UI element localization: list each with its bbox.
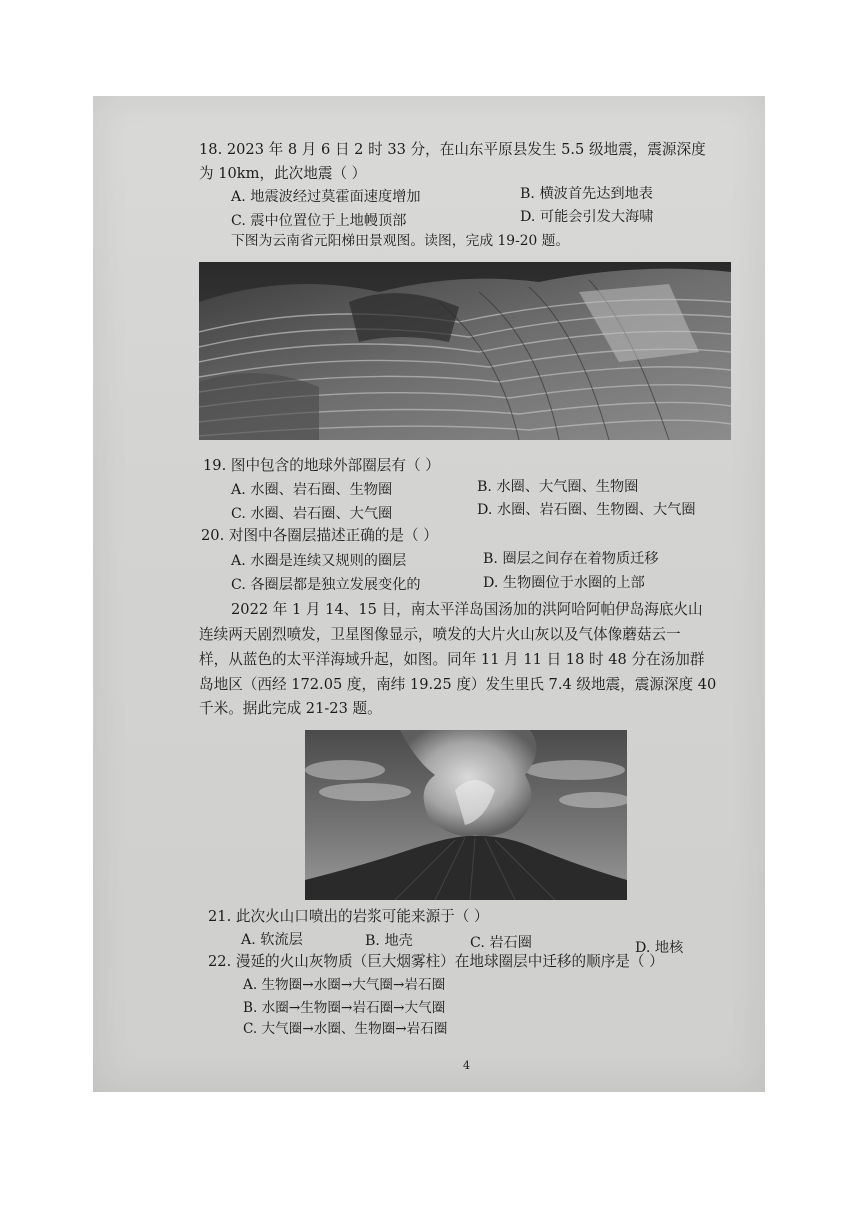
q18-stem-line1: 18. 2023 年 8 月 6 日 2 时 33 分，在山东平原县发生 5.5 级地震，震源深度 (199, 141, 706, 158)
q21-option-c: C. 岩石圈 (470, 935, 532, 951)
exam-page (93, 96, 765, 1092)
q19-option-c: C. 水圈、岩石圈、大气圈 (231, 506, 393, 522)
q20-stem: 20. 对图中各圈层描述正确的是（ ） (201, 527, 438, 544)
passage-line-4: 岛地区（西经 172.05 度，南纬 19.25 度）发生里氏 7.4 级地震，震源深度 40 (199, 676, 717, 693)
q18-stem-line2: 为 10km，此次地震（ ） (199, 165, 367, 182)
q22-option-b: B. 水圈→生物圈→岩石圈→大气圈 (243, 1000, 446, 1016)
q19-option-d: D. 水圈、岩石圈、生物圈、大气圈 (477, 502, 696, 518)
q20-option-b: B. 圈层之间存在着物质迁移 (483, 551, 659, 567)
intro-19-20: 下图为云南省元阳梯田景观图。读图，完成 19-20 题。 (231, 233, 570, 249)
q22-stem: 22. 漫延的火山灰物质（巨大烟雾柱）在地球圈层中迁移的顺序是（ ） (208, 953, 664, 970)
q20-option-d: D. 生物圈位于水圈的上部 (483, 575, 645, 591)
q21-option-d: D. 地核 (635, 940, 684, 956)
q18-option-c: C. 震中位置位于上地幔顶部 (231, 213, 407, 229)
q21-option-a: A. 软流层 (241, 932, 303, 948)
volcano-photo (305, 730, 627, 900)
q19-stem: 19. 图中包含的地球外部圈层有（ ） (203, 457, 440, 474)
q18-option-d: D. 可能会引发大海啸 (520, 209, 654, 225)
passage-line-1: 2022 年 1 月 14、15 日，南太平洋岛国汤加的洪阿哈阿帕伊岛海底火山 (231, 601, 703, 618)
q20-option-c: C. 各圈层都是独立发展变化的 (231, 577, 421, 593)
q19-option-b: B. 水圈、大气圈、生物圈 (477, 479, 639, 495)
q18-option-a: A. 地震波经过莫霍面速度增加 (231, 189, 421, 205)
q18-option-b: B. 横波首先达到地表 (520, 186, 653, 202)
q21-option-b: B. 地壳 (365, 933, 413, 949)
passage-line-2: 连续两天剧烈喷发，卫星图像显示，喷发的大片火山灰以及气体像蘑菇云一 (199, 626, 681, 643)
passage-line-3: 样，从蓝色的太平洋海域升起，如图。同年 11 月 11 日 18 时 48 分在汤加群 (199, 651, 705, 668)
passage-line-5: 千米。据此完成 21-23 题。 (199, 700, 382, 717)
page-number: 4 (463, 1059, 470, 1072)
q20-option-a: A. 水圈是连续又规则的圈层 (231, 553, 407, 569)
q22-option-a: A. 生物圈→水圈→大气圈→岩石圈 (243, 977, 446, 993)
q19-option-a: A. 水圈、岩石圈、生物圈 (231, 482, 393, 498)
q21-stem: 21. 此次火山口喷出的岩浆可能来源于（ ） (208, 908, 489, 925)
terrace-photo (199, 262, 731, 440)
q22-option-c: C. 大气圈→水圈、生物圈→岩石圈 (243, 1021, 448, 1037)
